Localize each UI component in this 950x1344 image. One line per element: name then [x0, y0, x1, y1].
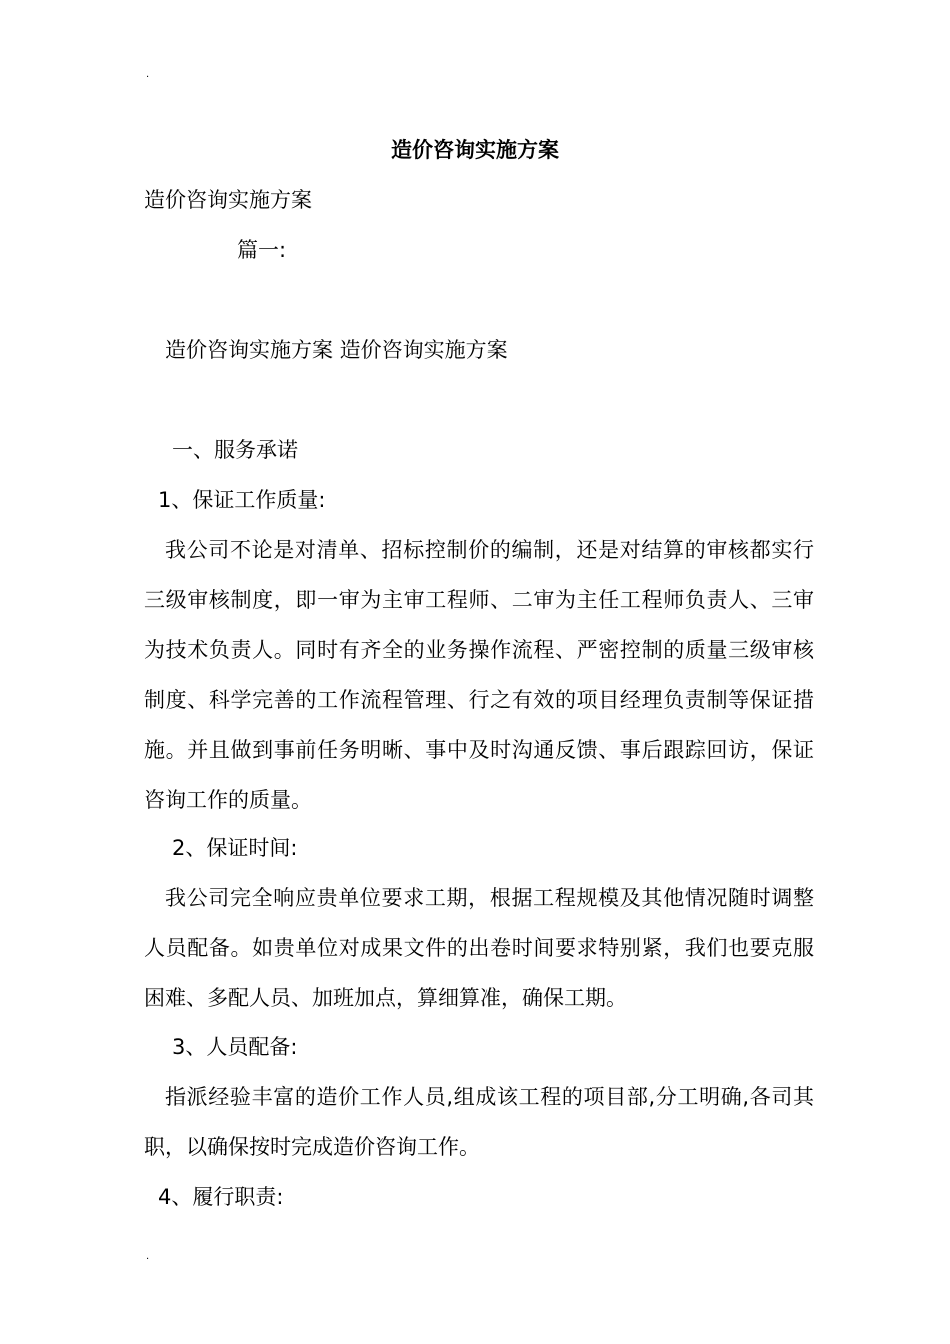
item-heading-duties: 4、履行职责: [158, 1185, 284, 1209]
item-body-quality: 我公司不论是对清单、招标控制价的编制，还是对结算的审核都实行三级审核制度，即一审为主审工程师、二审为主任工程师负责人、三审为技术负责人。同时有齐全的业务操作流程、严密控制的质量三级审核制度、科学完善的工作流程管理、行之有效的项目经理负责制等保证措施。并且做到事前任务明晰、事中及时沟通反馈、事后跟踪回访，保证咨询工作的质量。 [144, 538, 814, 812]
document-title: 造价咨询实施方案 [391, 138, 559, 162]
page-marker-bottom: . [146, 1251, 150, 1262]
item-heading-quality: 1、保证工作质量: [158, 488, 326, 512]
item-heading-time: 2、保证时间: [172, 836, 298, 860]
page-marker-top: . [146, 69, 150, 80]
section-heading-service-commitment: 一、服务承诺 [172, 438, 298, 462]
repeat-heading: 造价咨询实施方案 造价咨询实施方案 [165, 338, 508, 362]
chapter-label: 篇一: [237, 238, 287, 262]
item-heading-staffing: 3、人员配备: [172, 1035, 298, 1059]
item-body-time: 我公司完全响应贵单位要求工期，根据工程规模及其他情况随时调整人员配备。如贵单位对成果文件的出卷时间要求特别紧，我们也要克服困难、多配人员、加班加点，算细算准，确保工期。 [144, 886, 814, 1010]
document-subtitle: 造价咨询实施方案 [144, 188, 312, 212]
item-body-staffing: 指派经验丰富的造价工作人员,组成该工程的项目部,分工明确,各司其职，以确保按时完成造价咨询工作。 [144, 1085, 814, 1159]
